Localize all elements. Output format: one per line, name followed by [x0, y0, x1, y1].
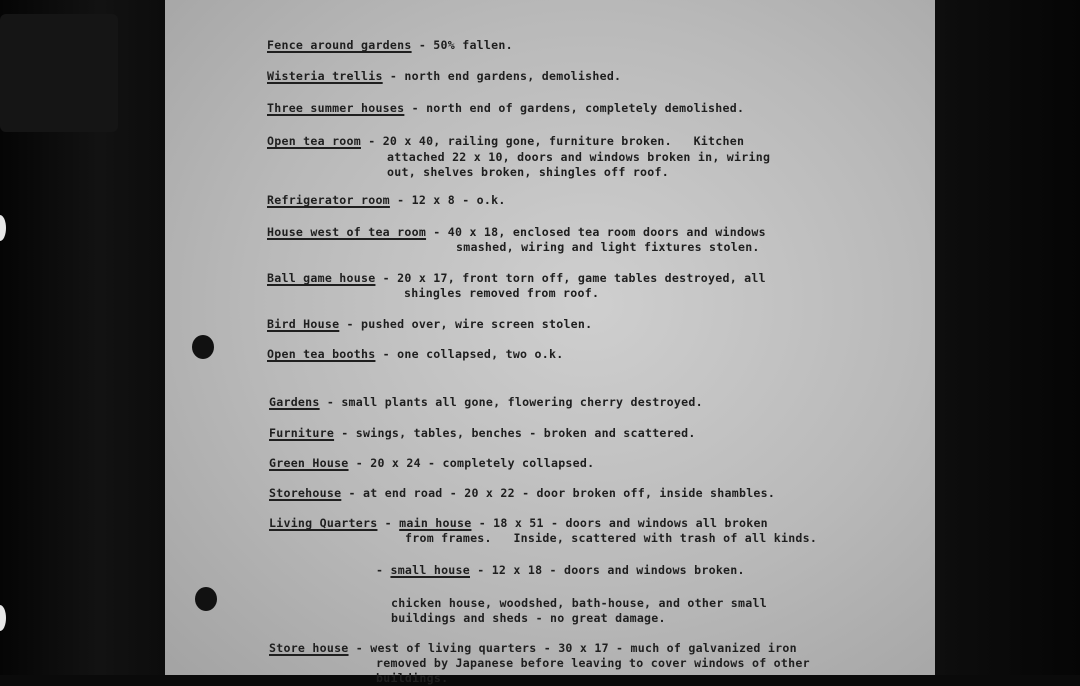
entry-text: - 40 x 18, enclosed tea room doors and windows: [426, 225, 766, 239]
film-border-right: [935, 0, 1080, 675]
entry-text: - pushed over, wire screen stolen.: [339, 317, 593, 331]
entry-continuation: from frames. Inside, scattered with trash of all kinds.: [405, 531, 818, 545]
entry-heading: Three summer houses: [267, 101, 405, 115]
entry-heading: Fence around gardens: [267, 38, 412, 52]
entry-continuation: shingles removed from roof.: [404, 286, 600, 300]
film-frame-notch: [0, 14, 118, 132]
entry-heading: Open tea room: [267, 134, 361, 148]
entry-living-quarters: [269, 516, 768, 531]
film-edge-mark: [0, 605, 6, 631]
entry-green-house: [269, 456, 594, 471]
entry-text: - 12 x 8 - o.k.: [389, 193, 506, 207]
entry-text: - 20 x 17, front torn off, game tables destroyed, all: [375, 271, 766, 285]
entry-continuation: buildings and sheds - no great damage.: [391, 611, 666, 625]
entry-continuation: out, shelves broken, shingles off roof.: [387, 165, 669, 179]
entry-text: - small plants all gone, flowering cherry destroyed.: [319, 395, 703, 409]
entry-heading: Bird House: [267, 317, 340, 331]
entry-continuation: attached 22 x 10, doors and windows broken in, wiring: [387, 150, 771, 164]
entry-heading: Open tea booths: [267, 347, 376, 361]
entry-subheading: small house: [390, 563, 470, 577]
entry-text: - 20 x 24 - completely collapsed.: [348, 456, 595, 470]
entry-continuation: buildings.: [376, 671, 449, 685]
punch-hole: [192, 335, 214, 359]
entry-text: - swings, tables, benches - broken and scattered.: [334, 426, 696, 440]
entry-heading: Gardens: [269, 395, 320, 409]
entry-text: - 18 x 51 - doors and windows all broken: [471, 516, 768, 530]
entry-bird-house: [267, 317, 592, 332]
film-edge-mark: [0, 215, 6, 241]
document-page: [165, 0, 935, 685]
entry-text: -: [377, 516, 400, 530]
entry-open-tea-room: [267, 134, 744, 149]
entry-heading: Furniture: [269, 426, 335, 440]
entry-text: - 20 x 40, railing gone, furniture broken. Kitchen: [361, 134, 745, 148]
entry-continuation: removed by Japanese before leaving to cover windows of other: [376, 656, 810, 670]
entry-storehouse: [269, 486, 775, 501]
entry-heading: Refrigerator room: [267, 193, 390, 207]
entry-text: - west of living quarters - 30 x 17 - much of galvanized iron: [348, 641, 797, 655]
entry-text: - 50% fallen.: [411, 38, 513, 52]
punch-hole: [195, 587, 217, 611]
entry-fence: [267, 38, 513, 53]
entry-heading: Living Quarters: [269, 516, 378, 530]
entry-text: - north end of gardens, completely demolished.: [404, 101, 745, 115]
entry-continuation: smashed, wiring and light fixtures stolen.: [456, 240, 760, 254]
entry-summer-houses: [267, 101, 744, 116]
entry-text: - 12 x 18 - doors and windows broken.: [470, 563, 745, 577]
entry-open-tea-booths: [267, 347, 563, 362]
entry-text: - one collapsed, two o.k.: [375, 347, 564, 361]
entry-chicken-house: chicken house, woodshed, bath-house, and other small: [391, 596, 767, 610]
entry-heading: Ball game house: [267, 271, 376, 285]
entry-house-west: [267, 225, 766, 240]
entry-heading: Wisteria trellis: [267, 69, 383, 83]
entry-small-house: [376, 563, 745, 578]
entry-ball-game-house: [267, 271, 766, 286]
entry-heading: Store house: [269, 641, 349, 655]
entry-wisteria: [267, 69, 621, 84]
entry-heading: Green House: [269, 456, 349, 470]
film-border-left: [0, 0, 165, 675]
entry-subheading: main house: [399, 516, 472, 530]
entry-store-house: [269, 641, 797, 656]
entry-prefix: -: [376, 563, 391, 577]
entry-furniture: [269, 426, 696, 441]
entry-text: - north end gardens, demolished.: [382, 69, 622, 83]
entry-gardens: [269, 395, 703, 410]
entry-text: - at end road - 20 x 22 - door broken off, inside shambles.: [341, 486, 776, 500]
entry-heading: House west of tea room: [267, 225, 427, 239]
entry-refrigerator-room: [267, 193, 506, 208]
entry-heading: Storehouse: [269, 486, 342, 500]
